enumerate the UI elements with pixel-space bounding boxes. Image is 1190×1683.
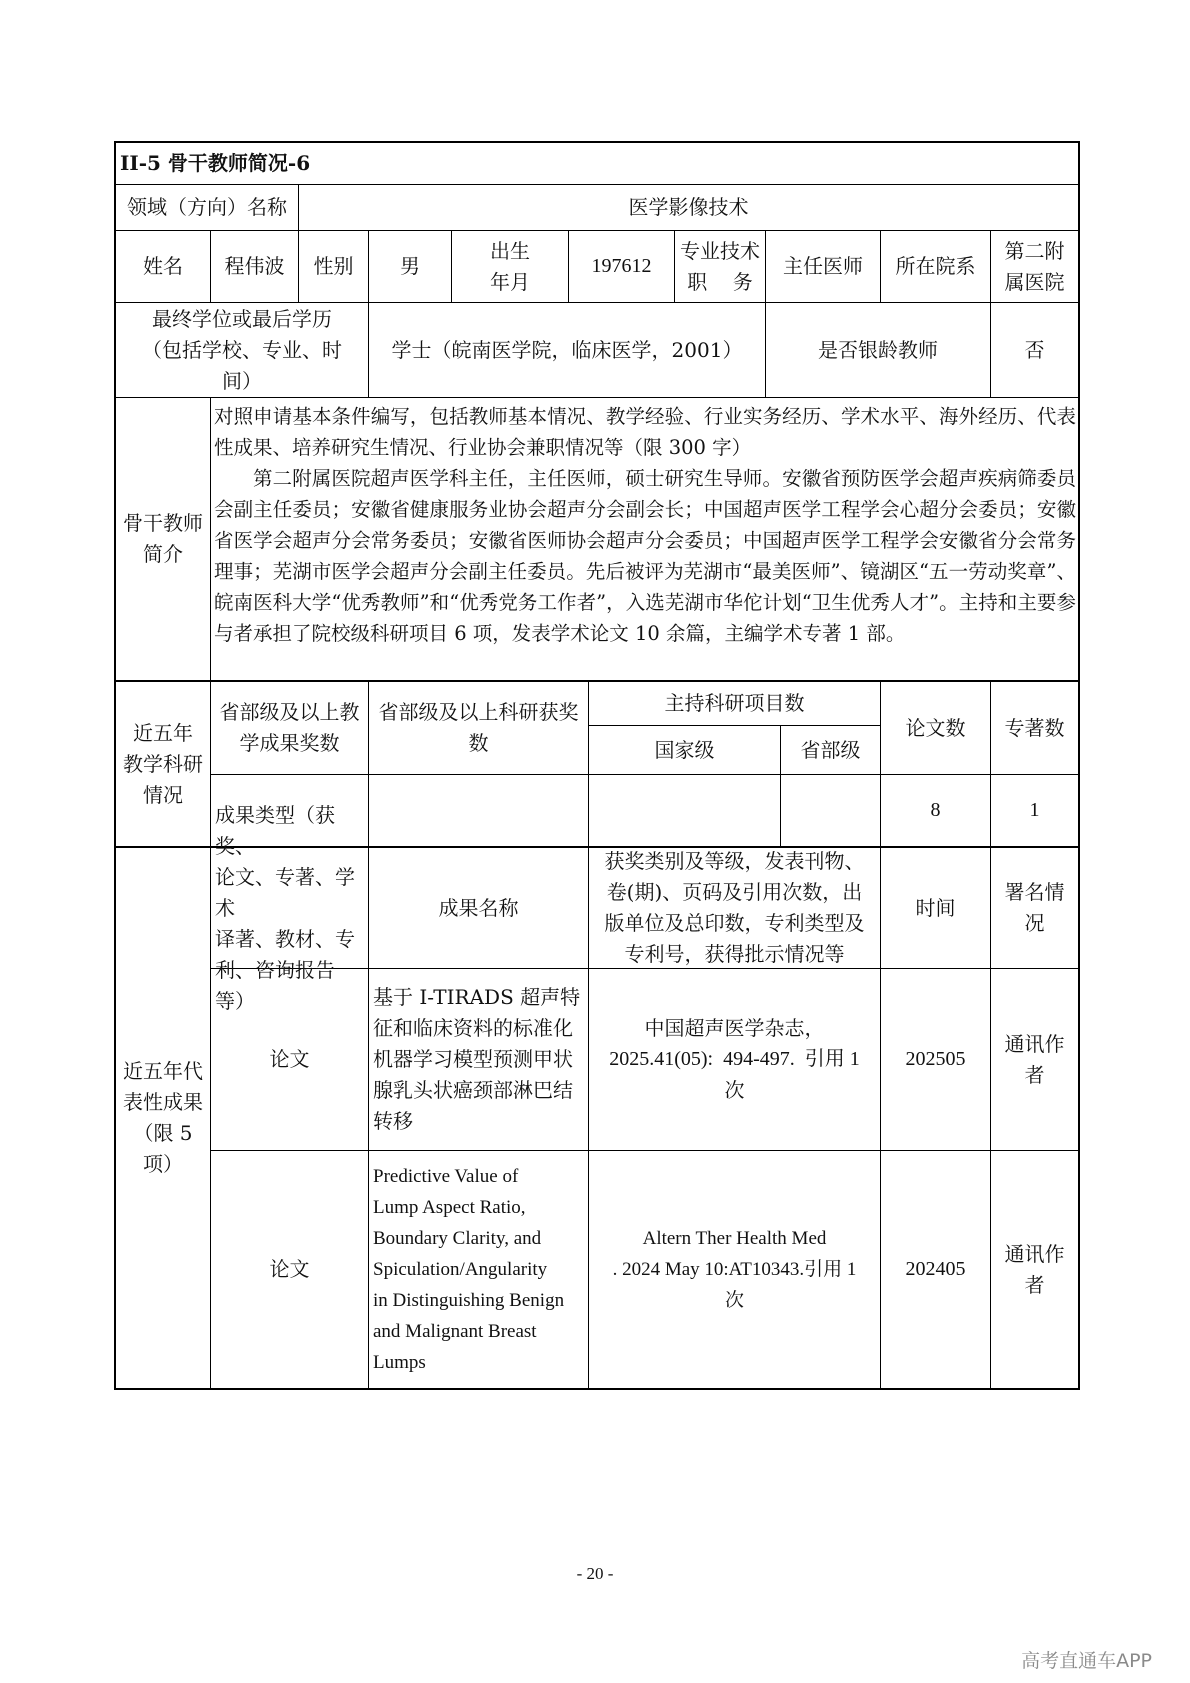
row1-sign <box>991 969 1078 1150</box>
degree-value: 学士（皖南医学院，临床医学，2001） <box>391 337 743 362</box>
row1-detail-line: 中国超声医学杂志， <box>644 1016 825 1040</box>
col-papers: 论文数 <box>905 715 966 740</box>
value-papers: 8 <box>930 799 941 821</box>
header-line: 论文、专著、学术 <box>215 864 355 920</box>
achievements-label-line: 项） <box>143 1152 183 1176</box>
row1-name-line: 机器学习模型预测甲状 <box>373 1047 573 1071</box>
watermark: 高考直通车APP <box>1021 1650 1152 1672</box>
row2-detail-line: . 2024 May 10:AT10343.引用 1 <box>612 1259 857 1280</box>
field-value: 医学影像技术 <box>628 195 749 219</box>
value-projects-national <box>589 775 780 846</box>
row2-name-line: Predictive Value of <box>373 1166 519 1187</box>
page-number: - 20 - <box>576 1564 614 1583</box>
header-type <box>211 802 368 1013</box>
row1-name-line: 腺乳头状癌颈部淋巴结 <box>373 1078 573 1102</box>
silver-value: 否 <box>1024 337 1045 362</box>
research-label-line: 教学科研 <box>123 751 203 776</box>
table-bottom-border <box>114 1388 1080 1390</box>
title-label-line: 职 务 <box>687 269 753 294</box>
header-sign <box>991 848 1078 968</box>
row1-name-line: 基于 I-TIRADS 超声特 <box>373 985 581 1009</box>
title-value: 主任医师 <box>783 254 863 278</box>
dept-value-line: 属医院 <box>1004 269 1065 294</box>
row1-time: 202505 <box>905 1048 966 1070</box>
silver-label: 是否银龄教师 <box>818 337 938 362</box>
row2-sign-line: 者 <box>1024 1272 1045 1297</box>
row-line <box>114 397 1080 398</box>
row2-name-line: Lump Aspect Ratio, <box>373 1197 526 1218</box>
row1-name-line: 征和临床资料的标准化 <box>373 1016 573 1040</box>
col-monographs: 专著数 <box>1004 715 1065 740</box>
degree-label-line: 间） <box>222 368 262 393</box>
row1-name <box>369 969 588 1150</box>
row2-name-line: and Malignant Breast <box>373 1321 537 1342</box>
col-projects-national: 国家级 <box>654 737 715 762</box>
row2-detail-line: 次 <box>724 1290 744 1311</box>
col-header-line: 省部级及以上科研获奖 <box>378 700 579 724</box>
col-header-line: 数 <box>468 731 489 755</box>
row1-sign-line: 通讯作 <box>1004 1031 1065 1056</box>
dept-label: 所在院系 <box>895 254 976 278</box>
gender-value: 男 <box>400 254 420 278</box>
row2-name-line: in Distinguishing Benign <box>373 1290 565 1311</box>
header-line: 况 <box>1024 911 1045 935</box>
value-research-awards <box>369 775 588 846</box>
research-label-line: 近五年 <box>133 720 193 745</box>
intro-label <box>116 398 210 680</box>
header-line: 专利号，获得批示情况等 <box>624 942 845 966</box>
row1-detail <box>589 969 880 1150</box>
header-line: 署名情 <box>1004 880 1065 904</box>
header-line: 获奖类别及等级，发表刊物、 <box>604 849 865 873</box>
achievements-label-line: （限 5 <box>133 1121 193 1145</box>
row1-detail-line: 2025.41(05): 494-497. 引用 1 <box>609 1048 860 1070</box>
row2-name-line: Boundary Clarity, and <box>373 1228 542 1249</box>
intro-body: 第二附属医院超声医学科主任，主任医师，硕士研究生导师。安徽省预防医学会超声疾病筛委员会副主任委员；安徽省健康服务业协会超声分会副会长；中国超声医学工程学会心超分会委员；安徽省医学会超声分会常务委员；安徽省医师协会超声分会委员；中国超声医学工程学会安徽省分会常务理事；芜湖市医学会超声分会副主任委员。先后被评为芜湖市“最美医师”、镜湖区“五一劳动奖章”、 皖南医科大学“优秀教师”和“优秀党务工作者”，入选芜湖市华佗计划“卫生优秀人才”。主持和主要参与者承担了院校级科研项目 6 项，发表学术论文 10 余篇，主编学术专著 1 部。 <box>214 467 1076 645</box>
intro-label-line: 简介 <box>143 542 183 566</box>
header-line: 卷(期)、页码及引用次数，出 <box>606 880 863 904</box>
value-projects-provincial <box>781 775 880 846</box>
col-projects: 主持科研项目数 <box>664 691 805 715</box>
section-title: II-5 骨干教师简况-6 <box>120 151 311 175</box>
row2-type: 论文 <box>269 1257 310 1281</box>
header-line: 译著、教材、专 <box>215 926 355 951</box>
row1-detail-line: 次 <box>724 1078 745 1102</box>
col-projects-provincial: 省部级 <box>800 737 861 762</box>
dept-value-line: 第二附 <box>1004 238 1065 263</box>
row1-name-line: 转移 <box>373 1109 413 1133</box>
header-name: 成果名称 <box>438 895 519 920</box>
row1-sign-line: 者 <box>1024 1062 1045 1087</box>
header-line: 利、咨询报告等） <box>215 957 335 1013</box>
achievements-label-line: 近五年代 <box>123 1059 203 1083</box>
col-teaching-awards <box>211 682 368 774</box>
row2-time: 202405 <box>905 1258 966 1280</box>
birth-value: 197612 <box>591 255 652 277</box>
value-monographs: 1 <box>1029 799 1040 821</box>
name-label: 姓名 <box>143 254 183 278</box>
header-time: 时间 <box>915 895 956 920</box>
table-right-border <box>1078 141 1080 1390</box>
header-line: 版单位及总印数，专利类型及 <box>604 911 865 935</box>
row2-name <box>369 1151 588 1388</box>
degree-label-line: （包括学校、专业、时 <box>142 337 342 362</box>
header-line: 成果类型（获奖、 <box>215 802 335 858</box>
gender-label: 性别 <box>313 254 354 278</box>
header-detail <box>589 848 880 968</box>
row2-name-line: Lumps <box>373 1352 426 1373</box>
row2-sign-line: 通讯作 <box>1004 1241 1065 1266</box>
degree-label <box>116 303 368 397</box>
field-label: 领域（方向）名称 <box>127 195 287 219</box>
intro-label-line: 骨干教师 <box>123 511 203 535</box>
name-value: 程伟波 <box>224 254 285 278</box>
degree-label-line: 最终学位或最后学历 <box>152 306 332 331</box>
row1-type: 论文 <box>269 1047 310 1071</box>
research-label-line: 情况 <box>143 782 183 807</box>
col-research-awards <box>369 682 588 774</box>
research-label <box>116 682 210 846</box>
birth-label <box>452 231 568 302</box>
intro-text <box>214 401 1076 649</box>
achievements-label <box>116 848 210 1388</box>
title-label-line: 专业技术 <box>680 238 760 263</box>
birth-label-line: 年月 <box>490 269 530 294</box>
row2-detail <box>589 1151 880 1388</box>
col-header-line: 学成果奖数 <box>239 731 340 755</box>
achievements-label-line: 表性成果 <box>123 1090 203 1114</box>
row2-detail-line: Altern Ther Health Med <box>642 1228 827 1249</box>
birth-label-line: 出生 <box>490 238 530 263</box>
row2-name-line: Spiculation/Angularity <box>373 1259 548 1280</box>
col-header-line: 省部级及以上教 <box>219 700 360 724</box>
intro-instruction: 对照申请基本条件编写，包括教师基本情况、教学经验、行业实务经历、学术水平、海外经历、代表性成果、培养研究生情况、行业协会兼职情况等（限 300 字） <box>214 405 1076 459</box>
dept-value <box>991 231 1078 302</box>
row2-sign <box>991 1151 1078 1388</box>
title-label <box>675 231 765 302</box>
